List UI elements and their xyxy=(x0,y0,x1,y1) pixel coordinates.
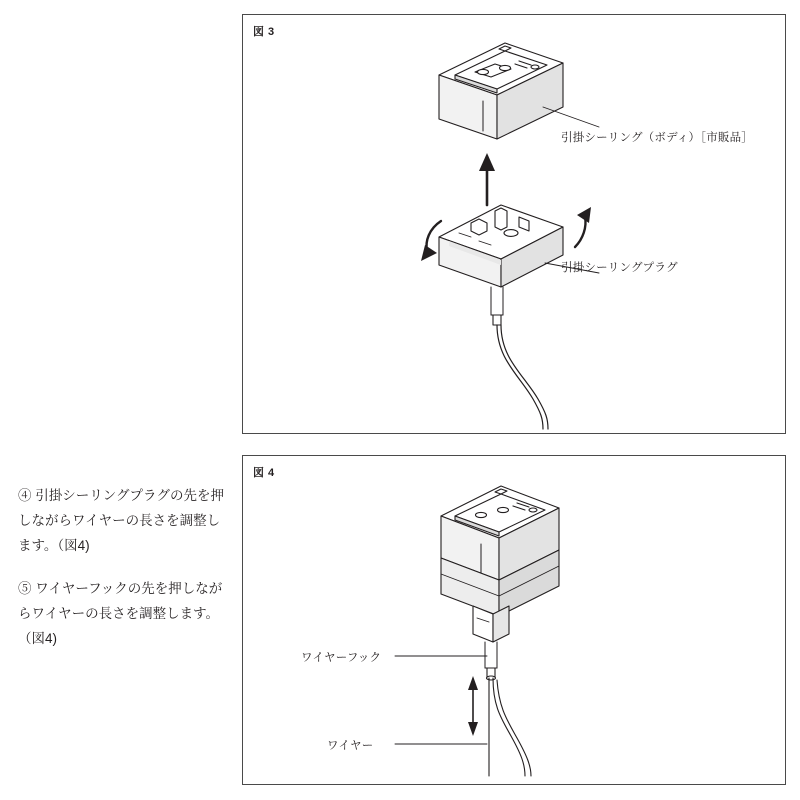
figure-3-panel xyxy=(242,14,786,434)
instruction-steps xyxy=(18,484,228,670)
instruction-step-4: ④ 引掛シーリングプラグの先を押しながらワイヤーの長さを調整します。（図4) xyxy=(18,488,224,553)
figure-4-panel xyxy=(242,455,786,785)
instruction-step-5: ⑤ ワイヤーフックの先を押しながらワイヤーの長さを調整します。（図4) xyxy=(18,580,223,646)
figure-4-label: 図 4 xyxy=(253,467,275,479)
figure-4-illustration xyxy=(243,456,787,786)
callout-ceiling-plug: 引掛シーリングプラグ xyxy=(561,262,678,274)
callout-wire-hook: ワイヤーフック xyxy=(301,652,382,664)
figure-3-illustration xyxy=(243,15,787,435)
callout-wire: ワイヤー xyxy=(327,740,374,752)
callout-ceiling-body: 引掛シーリング（ボディ）［市販品］ xyxy=(561,132,753,144)
figure-3-label: 図 3 xyxy=(253,26,275,38)
